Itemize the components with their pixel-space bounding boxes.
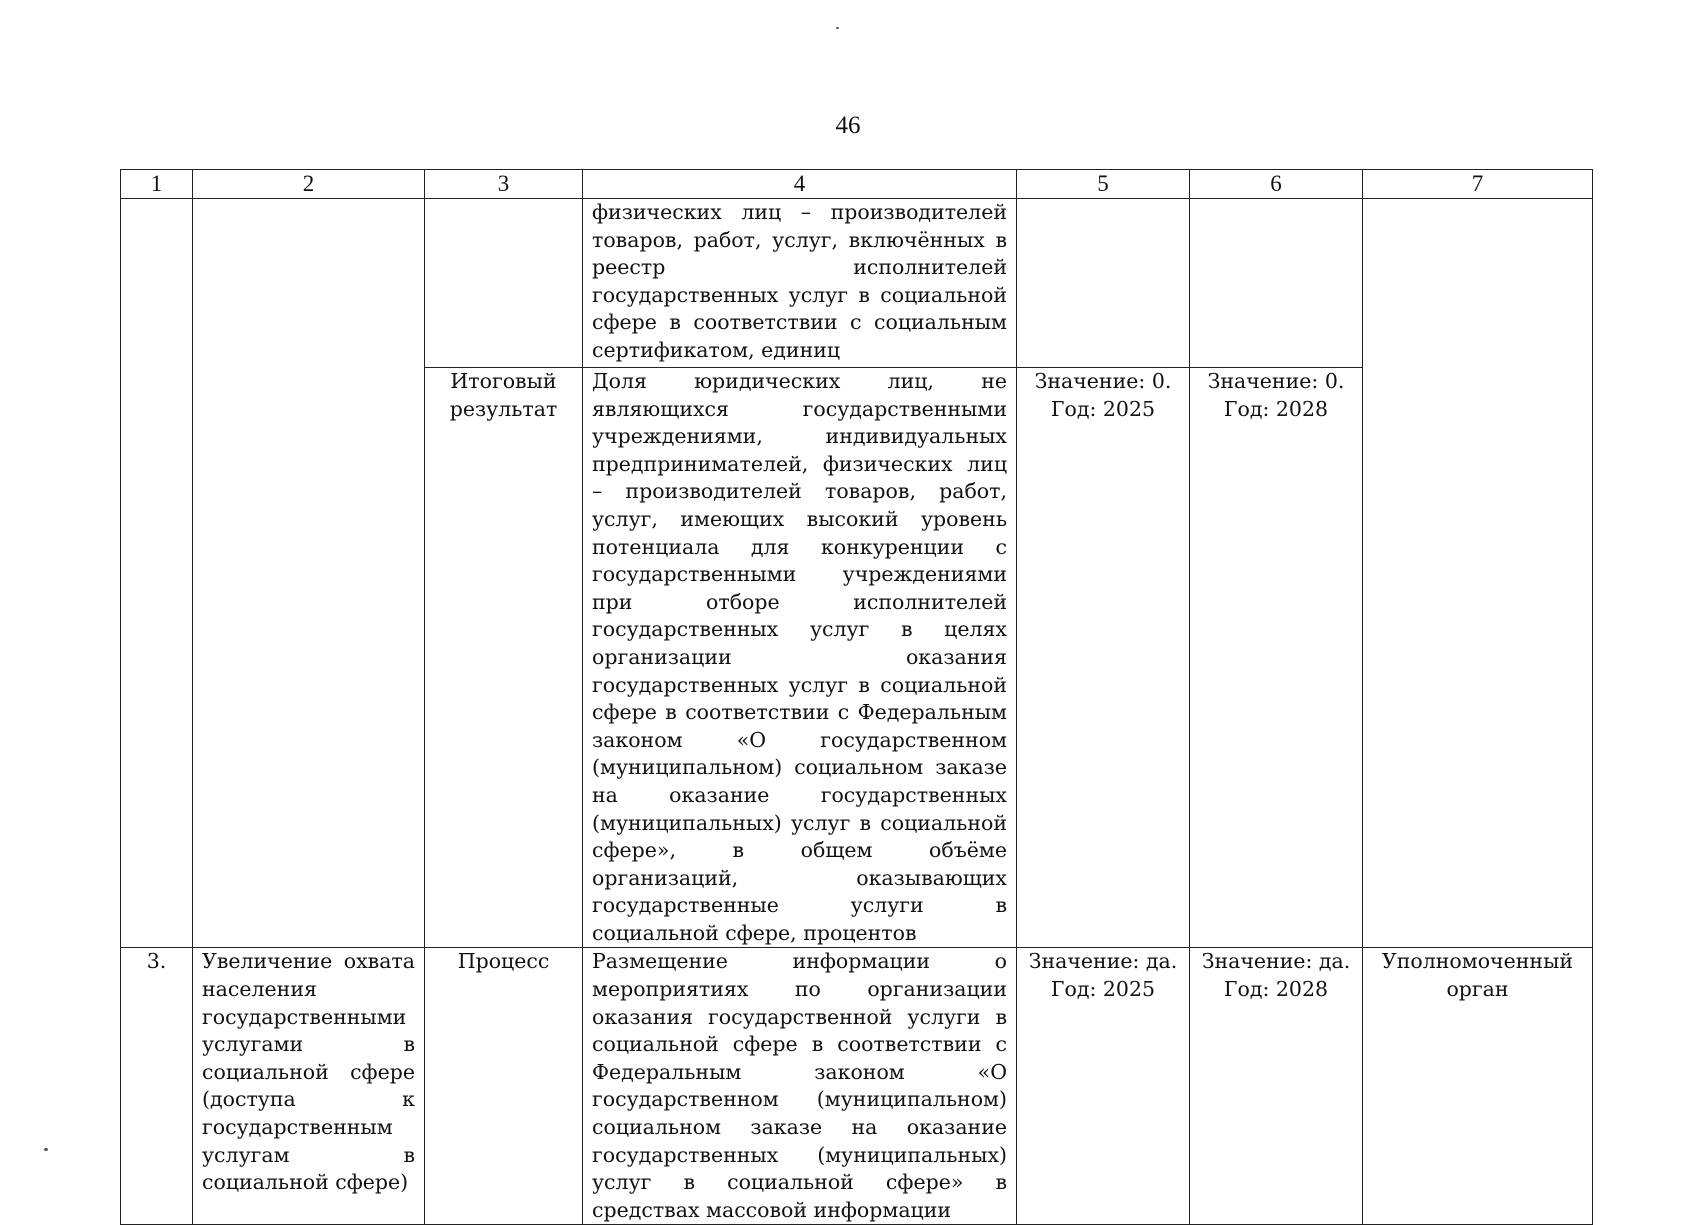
responsible-cell: Уполномоченный орган xyxy=(1363,948,1593,1225)
row-number-cell xyxy=(121,199,193,948)
result-type-cell: Процесс xyxy=(425,948,583,1225)
row-number-cell: 3. xyxy=(121,948,193,1225)
base-value-cell: Значение: да. Год: 2025 xyxy=(1017,948,1190,1225)
responsible-cell xyxy=(1363,199,1593,948)
task-cell: Увеличение охвата населения государственными услугами в социальной сфере (доступа к государственным услугам в социальной сфере) xyxy=(193,948,425,1225)
target-value-cell: Значение: да. Год: 2028 xyxy=(1190,948,1363,1225)
column-number: 5 xyxy=(1017,170,1190,199)
column-number: 7 xyxy=(1363,170,1593,199)
scan-speck xyxy=(836,27,839,29)
result-type-cell: Итоговый результат xyxy=(425,368,583,948)
result-type-cell xyxy=(425,199,583,368)
page-number: 46 xyxy=(835,112,861,139)
table-row xyxy=(121,199,1593,368)
table-row xyxy=(121,948,1593,1225)
indicators-table xyxy=(120,169,1593,1225)
target-value-cell xyxy=(1190,199,1363,368)
column-number: 2 xyxy=(193,170,425,199)
target-value-cell: Значение: 0. Год: 2028 xyxy=(1190,368,1363,948)
column-number: 4 xyxy=(583,170,1017,199)
indicator-cell: Доля юридических лиц, не являющихся государственными учреждениями, индивидуальных предпринимателей, физических лиц – производителей товаров, работ, услуг, имеющих высокий уровень потенциала для конкуренции с государственными учреждениями при отборе исполнителей государственных услуг в целях организации оказания государственных услуг в социальной сфере в соответствии с Федеральным законом «О государственном (муниципальном) социальном заказе на оказание государственных (муниципальных) услуг в социальной сфере», в общем объёме организаций, оказывающих государственные услуги в социальной сфере, процентов xyxy=(583,368,1017,948)
column-number-row xyxy=(121,170,1593,199)
base-value-cell xyxy=(1017,199,1190,368)
column-number: 6 xyxy=(1190,170,1363,199)
indicator-cell: физических лиц – производителей товаров, работ, услуг, включённых в реестр исполнителей государственных услуг в социальной сфере в соответствии с социальным сертификатом, единиц xyxy=(583,199,1017,368)
scan-speck xyxy=(44,1148,48,1151)
task-cell xyxy=(193,199,425,948)
base-value-cell: Значение: 0. Год: 2025 xyxy=(1017,368,1190,948)
column-number: 1 xyxy=(121,170,193,199)
indicator-cell: Размещение информации о мероприятиях по организации оказания государственной услуги в социальной сфере в соответствии с Федеральным законом «О государственном (муниципальном) социальном заказе на оказание государственных (муниципальных) услуг в социальной сфере» в средствах массовой информации xyxy=(583,948,1017,1225)
column-number: 3 xyxy=(425,170,583,199)
